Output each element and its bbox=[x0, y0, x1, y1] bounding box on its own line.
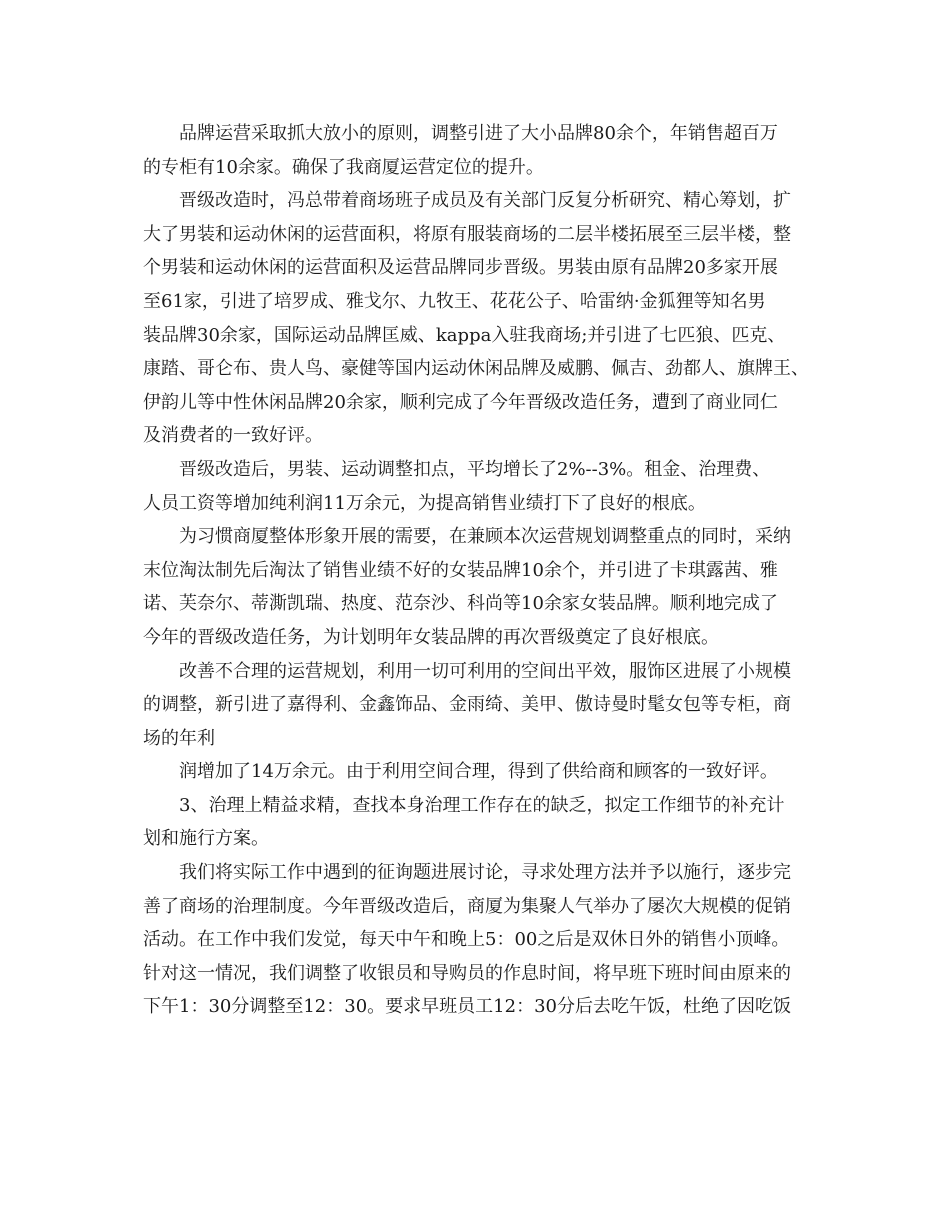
text-line: 大了男装和运动休闲的运营面积，将原有服装商场的二层半楼拓展至三层半楼，整 bbox=[143, 223, 791, 245]
text-line: 改善不合理的运营规划，利用一切可利用的空间出平效，服饰区进展了小规模 bbox=[179, 660, 791, 682]
text-line: 个男装和运动休闲的运营面积及运营品牌同步晋级。男装由原有品牌20多家开展 bbox=[143, 257, 778, 279]
text-line: 3、治理上精益求精，查找本身治理工作存在的缺乏，拟定工作细节的补充计 bbox=[179, 794, 785, 816]
text-line: 下午1：30分调整至12：30。要求早班员工12：30分后去吃午饭，杜绝了因吃饭 bbox=[143, 996, 791, 1018]
text-line: 伊韵儿等中性休闲品牌20余家，顺利完成了今年晋级改造任务，遭到了商业同仁 bbox=[143, 391, 778, 413]
text-line: 及消费者的一致好评。 bbox=[143, 425, 323, 447]
text-line: 至61家，引进了培罗成、雅戈尔、九牧王、花花公子、哈雷纳·金狐狸等知名男 bbox=[143, 290, 766, 312]
text-line: 的调整，新引进了嘉得利、金鑫饰品、金雨绮、美甲、傲诗曼时髦女包等专柜，商 bbox=[143, 694, 791, 716]
text-line: 晋级改造后，男装、运动调整扣点，平均增长了2%--3%。租金、治理费、 bbox=[179, 458, 771, 480]
text-line: 人员工资等增加纯利润11万余元，为提高销售业绩打下了良好的根底。 bbox=[143, 492, 706, 514]
text-line: 我们将实际工作中遇到的征询题进展讨论，寻求处理方法并予以施行，逐步完 bbox=[179, 862, 791, 884]
text-line: 康踏、哥仑布、贵人鸟、豪健等国内运动休闲品牌及威鹏、佩吉、劲都人、旗牌王、 bbox=[143, 358, 809, 380]
text-line: 划和施行方案。 bbox=[143, 828, 269, 850]
text-line: 诺、芙奈尔、蒂澌凯瑞、热度、范奈沙、科尚等10余家女装品牌。顺利地完成了 bbox=[143, 593, 778, 615]
text-line: 善了商场的治理制度。今年晋级改造后，商厦为集聚人气举办了屡次大规模的促销 bbox=[143, 895, 791, 917]
text-line: 润增加了14万余元。由于利用空间合理，得到了供给商和顾客的一致好评。 bbox=[179, 761, 778, 783]
text-line: 场的年利 bbox=[143, 727, 215, 749]
text-line: 晋级改造时，冯总带着商场班子成员及有关部门反复分析研究、精心筹划，扩 bbox=[179, 190, 791, 212]
text-line: 活动。在工作中我们发觉，每天中午和晚上5：00之后是双休日外的销售小顶峰。 bbox=[143, 929, 790, 951]
text-line: 品牌运营采取抓大放小的原则，调整引进了大小品牌80余个，年销售超百万 bbox=[179, 123, 778, 144]
text-line: 末位淘汰制先后淘汰了销售业绩不好的女装品牌10余个，并引进了卡琪露茜、雅 bbox=[143, 559, 778, 581]
text-line: 的专柜有10余家。确保了我商厦运营定位的提升。 bbox=[143, 156, 544, 178]
text-line: 今年的晋级改造任务，为计划明年女装品牌的再次晋级奠定了良好根底。 bbox=[143, 626, 719, 648]
document-body bbox=[143, 117, 813, 1024]
text-line: 为习惯商厦整体形象开展的需要，在兼顾本次运营规划调整重点的同时，采纳 bbox=[179, 526, 791, 548]
text-line: 针对这一情况，我们调整了收银员和导购员的作息时间，将早班下班时间由原来的 bbox=[143, 962, 791, 984]
text-line: 装品牌30余家，国际运动品牌匡威、kappa入驻我商场;并引进了七匹狼、匹克、 bbox=[143, 324, 786, 346]
